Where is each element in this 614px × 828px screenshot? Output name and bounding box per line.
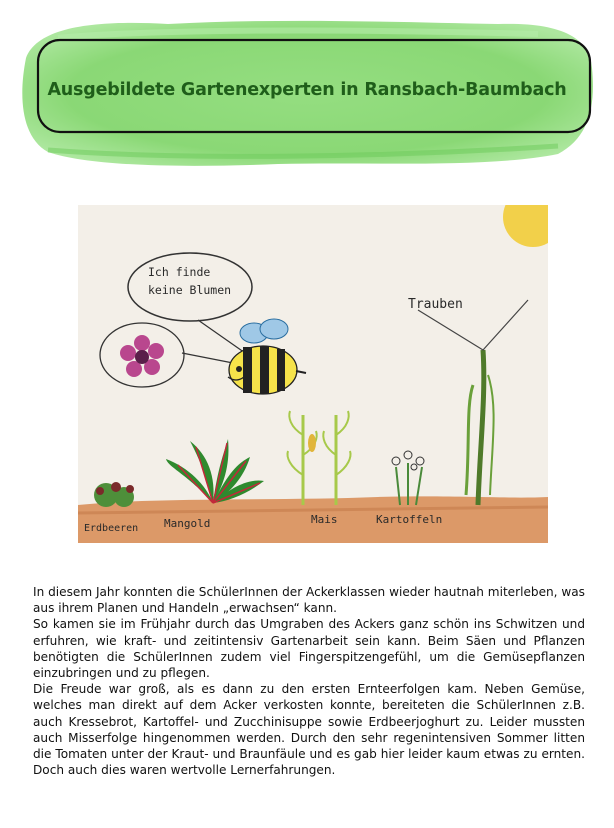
strawberry-plant-drawing	[94, 482, 134, 507]
paragraph: Die Freude war groß, als es dann zu den ersten Ernteerfolgen kam. Neben Gemüse, welches man direkt auf dem Acker verkosten konnte, bereiteten die SchülerInnen z.B. auch Kressebrot, Kartoffel- und Zucchinisuppe sowie Erdbeerjoghurt zu. Leider mussten auch Misserfolge hingenommen werden. Durch den sehr regenintensiven Sommer litten die Tomaten unter der Kraut- und Braunfäule und es gab hier leider kaum etwas zu ernten. Doch auch dies waren wertvolle Lernerfahrungen.	[33, 682, 585, 778]
child-drawing-image	[78, 205, 548, 543]
label-mangold: Mangold	[164, 517, 211, 530]
chard-plant-drawing	[166, 439, 264, 503]
page-title: Ausgebildete Gartenexperten in Ransbach-Baumbach	[47, 80, 567, 100]
article-body	[33, 584, 585, 778]
corn-plant-drawing	[288, 411, 351, 505]
paragraph: In diesem Jahr konnten die SchülerInnen der Ackerklassen wieder hautnah miterleben, was aus ihrem Planen und Handeln „erwachsen“ kann.	[33, 585, 585, 616]
label-mais: Mais	[311, 513, 338, 526]
label-trauben: Trauben	[408, 297, 463, 312]
label-erdbeeren: Erdbeeren	[84, 523, 139, 534]
sun-shape	[503, 205, 548, 247]
header-banner	[18, 18, 596, 168]
paragraph: So kamen sie im Frühjahr durch das Umgraben des Ackers ganz schön ins Schwitzen und erfuhren, wie kraft- und zeitintensiv Gartenarbeit sein kann. Beim Säen und Pflanzen benötigten die SchülerInnen zudem viel Fingerspitzengefühl, um die Gemüsepflanzen einzubringen und zu pflegen.	[33, 617, 585, 681]
speech-bubble-text: Ich finde keine Blumen	[148, 265, 232, 297]
label-kartoffeln: Kartoffeln	[376, 513, 443, 526]
grape-vine-drawing	[418, 300, 528, 505]
bee-drawing	[228, 319, 306, 394]
flower-icon	[120, 335, 164, 377]
